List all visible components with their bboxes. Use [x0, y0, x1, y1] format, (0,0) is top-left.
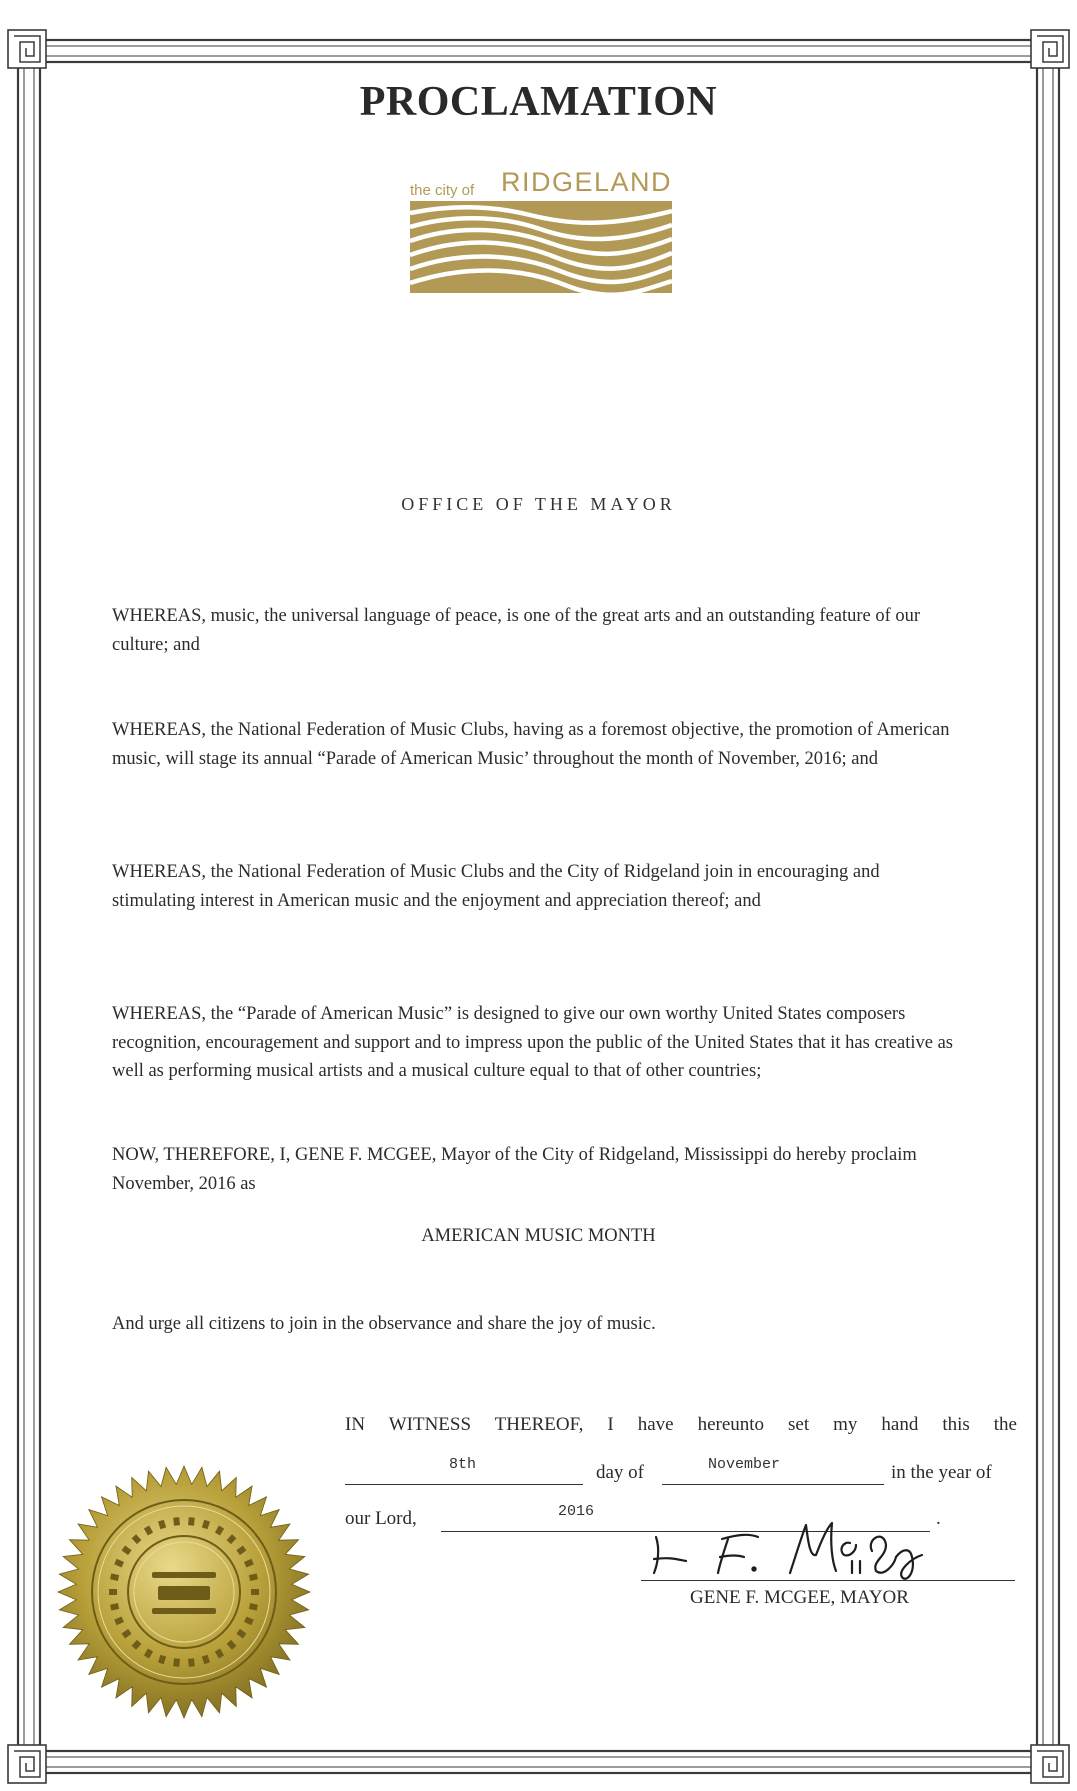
- year-value: 2016: [558, 1503, 595, 1520]
- proclaimed-title: AMERICAN MUSIC MONTH: [421, 1226, 656, 1246]
- day-of-label: day of: [596, 1462, 645, 1483]
- signature-line: [641, 1580, 1015, 1581]
- logo-city-name: RIDGELAND: [500, 167, 672, 197]
- whereas-paragraph-4: WHEREAS, the “Parade of American Music” is designed to give our own worthy United States composers recognition, encouragement and support and to impress upon the public of the United States that it has creative as well as performing musical artists and a musical culture equal to that of other countries;: [112, 1004, 954, 1081]
- therefore-paragraph: NOW, THEREFORE, I, GENE F. MCGEE, Mayor of the City of Ridgeland, Mississippi do hereby proclaim November, 2016 as: [112, 1145, 917, 1194]
- document-title: PROCLAMATION: [359, 79, 718, 125]
- logo-small-text: the city of: [410, 182, 475, 199]
- day-value: 8th: [449, 1456, 477, 1473]
- gold-seal-icon: [54, 1462, 314, 1722]
- closing-paragraph: And urge all citizens to join in the observance and share the joy of music.: [112, 1314, 656, 1334]
- mayor-signature: [640, 1515, 960, 1585]
- whereas-paragraph-1: WHEREAS, music, the universal language of peace, is one of the great arts and an outstanding feature of our culture; and: [112, 606, 921, 655]
- mayor-name: GENE F. MCGEE, MAYOR: [690, 1587, 909, 1608]
- in-year-label: in the year of: [891, 1462, 992, 1483]
- city-logo: [410, 168, 672, 292]
- month-value: November: [708, 1456, 781, 1473]
- logo-waves-icon: [410, 201, 672, 293]
- period-mark: .: [936, 1508, 941, 1529]
- our-lord-label: our Lord,: [345, 1508, 417, 1529]
- office-heading: OFFICE OF THE MAYOR: [401, 494, 676, 514]
- whereas-paragraph-3: WHEREAS, the National Federation of Music Clubs and the City of Ridgeland join in encouraging and stimulating interest in American music and the enjoyment and appreciation thereof; and: [112, 862, 880, 911]
- whereas-paragraph-2: WHEREAS, the National Federation of Music Clubs, having as a foremost objective, the promotion of American music, will stage its annual “Parade of American Music’ throughout the month of November, 2016; and: [112, 720, 950, 769]
- witness-statement: IN WITNESS THEREOF, I have hereunto set my hand this the: [345, 1414, 1017, 1435]
